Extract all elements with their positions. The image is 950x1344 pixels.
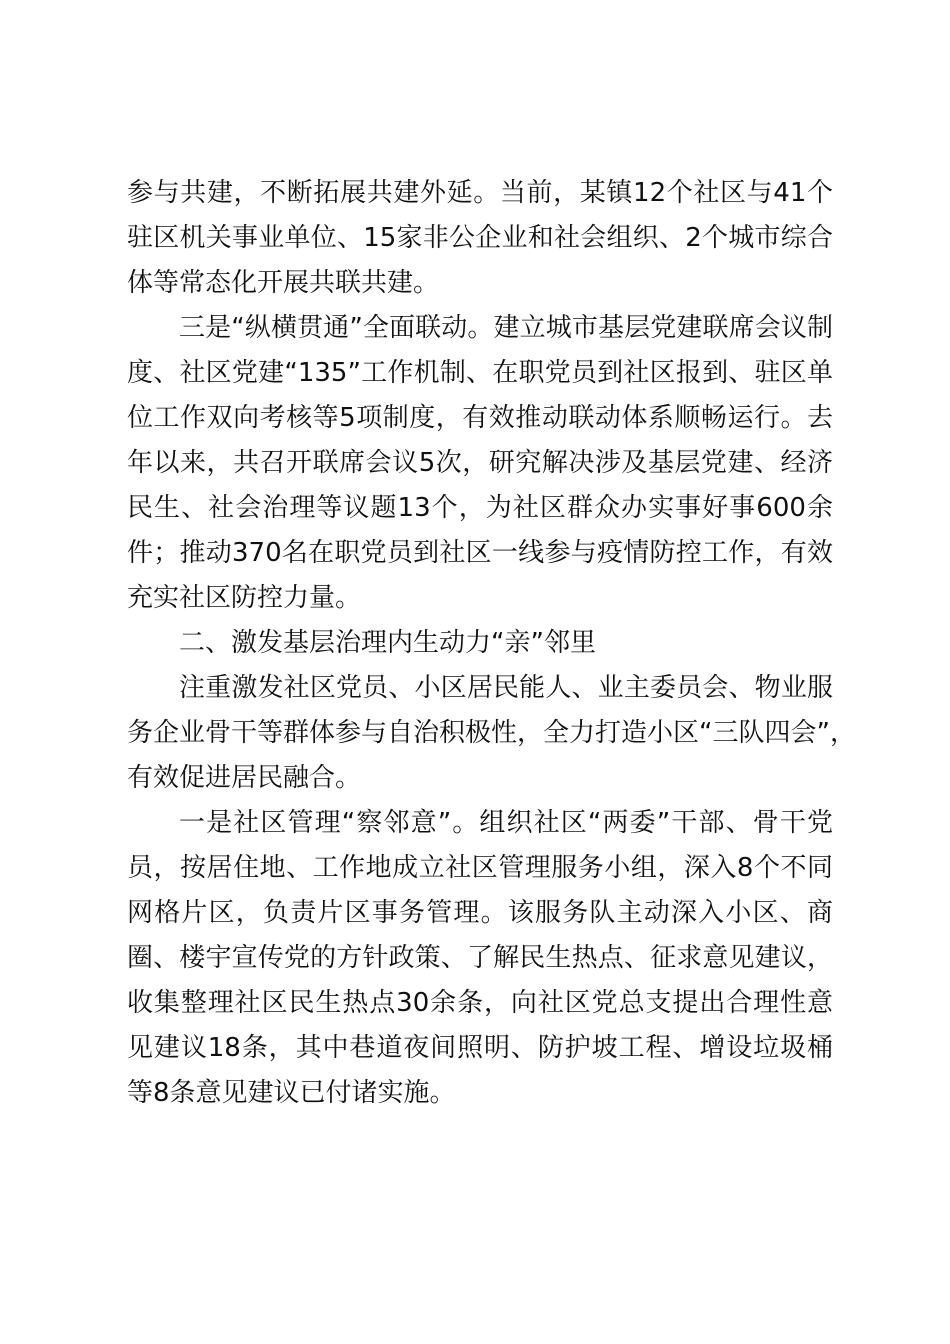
text-line: 网格片区，负责片区事务管理。该服务队主动深入小区、商 <box>127 898 833 928</box>
text-line: 等8条意见建议已付诸实施。 <box>127 1078 456 1108</box>
document-body <box>127 171 856 1116</box>
text-line: 位工作双向考核等5项制度，有效推动联动体系顺畅运行。去 <box>127 403 833 433</box>
text-line: 务企业骨干等群体参与自治积极性，全力打造小区“三队四会”， <box>127 718 856 748</box>
paragraph-start-line: 一是社区管理“察邻意”。组织社区“两委”干部、骨干党 <box>179 808 833 838</box>
text-line: 驻区机关事业单位、15家非公企业和社会组织、2个城市综合 <box>127 223 833 253</box>
text-line: 圈、楼宇宣传党的方针政策、了解民生热点、征求意见建议， <box>127 943 833 973</box>
text-line: 有效促进居民融合。 <box>127 763 362 793</box>
text-line: 度、社区党建“135”工作机制、在职党员到社区报到、驻区单 <box>127 358 833 388</box>
text-line: 民生、社会治理等议题13个，为社区群众办实事好事600余 <box>127 493 833 523</box>
text-line: 员，按居住地、工作地成立社区管理服务小组，深入8个不同 <box>127 853 833 883</box>
paragraph-start-line: 注重激发社区党员、小区居民能人、业主委员会、物业服 <box>179 673 833 703</box>
text-line: 充实社区防控力量。 <box>127 583 362 613</box>
text-line: 见建议18条，其中巷道夜间照明、防护坡工程、增设垃圾桶 <box>127 1033 833 1063</box>
text-line: 参与共建，不断拓展共建外延。当前，某镇12个社区与41个 <box>127 178 833 208</box>
text-line: 体等常态化开展共联共建。 <box>127 268 440 298</box>
text-line: 收集整理社区民生热点30余条，向社区党总支提出合理性意 <box>127 988 833 1018</box>
section-heading: 二、激发基层治理内生动力“亲”邻里 <box>179 628 596 658</box>
paragraph-start-line: 三是“纵横贯通”全面联动。建立城市基层党建联席会议制 <box>179 313 833 343</box>
text-line: 件；推动370名在职党员到社区一线参与疫情防控工作，有效 <box>127 538 833 568</box>
text-line: 年以来，共召开联席会议5次，研究解决涉及基层党建、经济 <box>127 448 833 478</box>
